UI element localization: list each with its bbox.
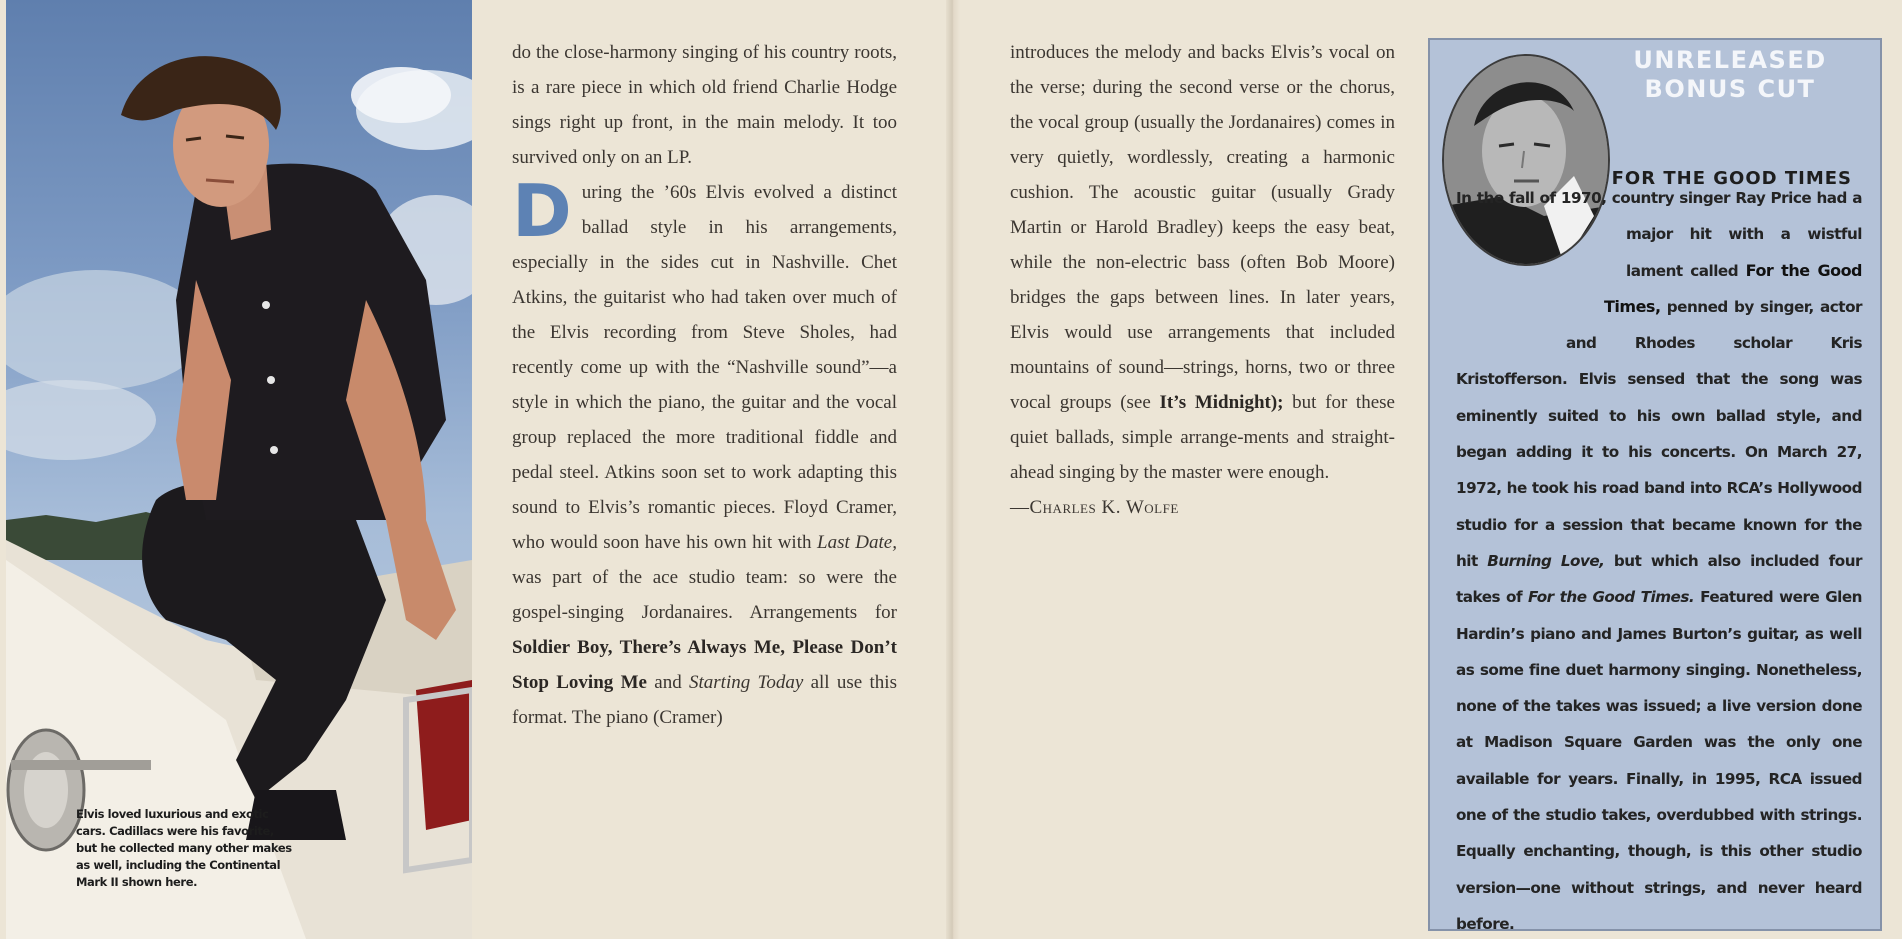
sidebar-body — [1456, 180, 1862, 939]
paragraph-text: penned by singer, actor and Rhodes scholar Kris Kristofferson. Elvis sensed that the song was eminently suited to his own ballad style, and began adding it to his concerts. On March 27, 1972, he took his road band into RCA’s Hollywood studio for a session that became known for the hit — [1456, 297, 1862, 570]
paragraph — [1456, 180, 1862, 939]
paragraph-text: but which also included four takes of — [1456, 551, 1862, 607]
paragraph-text: was part of the ace studio team: so were the gospel-singing Jordanaires. Arrangements for — [512, 567, 897, 623]
song-title-bold: It’s Midnight); — [1159, 392, 1284, 413]
song-title-bold: For the Good Times, — [1604, 260, 1863, 316]
book-gutter — [946, 0, 960, 939]
paragraph-text: Featured were Glen Hardin’s piano and James Burton’s guitar, as well as some fine duet harmony singing. Nonetheless, none of the takes was issued; a live version done at Madison Square Garden was the only one available for years. Finally, in 1995, RCA issued one of the studio takes, overdubbed with strings. Equally enchanting, though, is this other studio version—one without strings, and never heard before. — [1456, 588, 1862, 933]
text-column-right — [1010, 35, 1395, 525]
author-signature: —Charles K. Wolfe — [1010, 497, 1179, 518]
paragraph — [512, 169, 897, 735]
song-title-italic: For the Good Times. — [1528, 588, 1695, 607]
song-title-italic: Burning Love, — [1487, 551, 1605, 570]
drop-cap: D — [512, 169, 572, 253]
sidebar-song-title: FOR THE GOOD TIMES — [1611, 168, 1852, 189]
paragraph-text: In the fall of 1970, country singer Ray Price had a major hit with a wistful lament called — [1456, 189, 1862, 280]
text-column-left — [512, 35, 897, 735]
photo-caption: Elvis loved luxurious and exotic cars. Cadillacs were his favorite, but he collected many other makes as well, including the Continental Mark II shown here. — [76, 807, 292, 889]
bonus-cut-sidebar — [1428, 38, 1882, 931]
song-title-italic: Last Date, — [817, 532, 897, 553]
paragraph — [1010, 35, 1395, 490]
paragraph-text: but for these quiet ballads, simple arrange-ments and straight-ahead singing by the master were enough. — [1010, 392, 1395, 483]
paragraph: do the close-harmony singing of his country roots, is a rare piece in which old friend Charlie Hodge sings right up front, in the main melody. It too survived only on an LP. — [512, 42, 897, 168]
song-titles-bold: Soldier Boy, There’s Always Me, Please Don’t Stop Loving Me — [512, 637, 897, 693]
paragraph-text: uring the ’60s Elvis evolved a distinct ballad style in his arrangements, especially in the sides cut in Nashville. Chet Atkins, the guitarist who had taken over much of the Elvis recording from Steve Sholes, had recently come up with the “Nashville sound”—a style in which the piano, the guitar and the vocal group replaced the more traditional fiddle and pedal steel. Atkins soon set to work adapting this sound to Elvis’s romantic pieces. Floyd Cramer, who would soon have his own hit with — [512, 182, 897, 553]
sidebar-heading: UNRELEASED BONUS CUT — [1633, 46, 1827, 103]
elvis-car-photo — [6, 0, 472, 939]
song-title-italic: Starting Today — [689, 672, 804, 693]
paragraph-text: all use this format. The piano (Cramer) — [512, 672, 897, 728]
paragraph-text: and — [646, 672, 689, 693]
photo-illustration — [6, 0, 472, 939]
paragraph-text: introduces the melody and backs Elvis’s vocal on the verse; during the second verse or the chorus, the vocal group (usually the Jordanaires) comes in very quietly, wordlessly, creating a harmonic cushion. The acoustic guitar (usually Grady Martin or Harold Bradley) keeps the easy beat, while the non-electric bass (often Bob Moore) bridges the gaps between lines. In later years, Elvis would use arrangements that included mountains of sound—strings, horns, two or three vocal groups (see — [1010, 42, 1395, 413]
